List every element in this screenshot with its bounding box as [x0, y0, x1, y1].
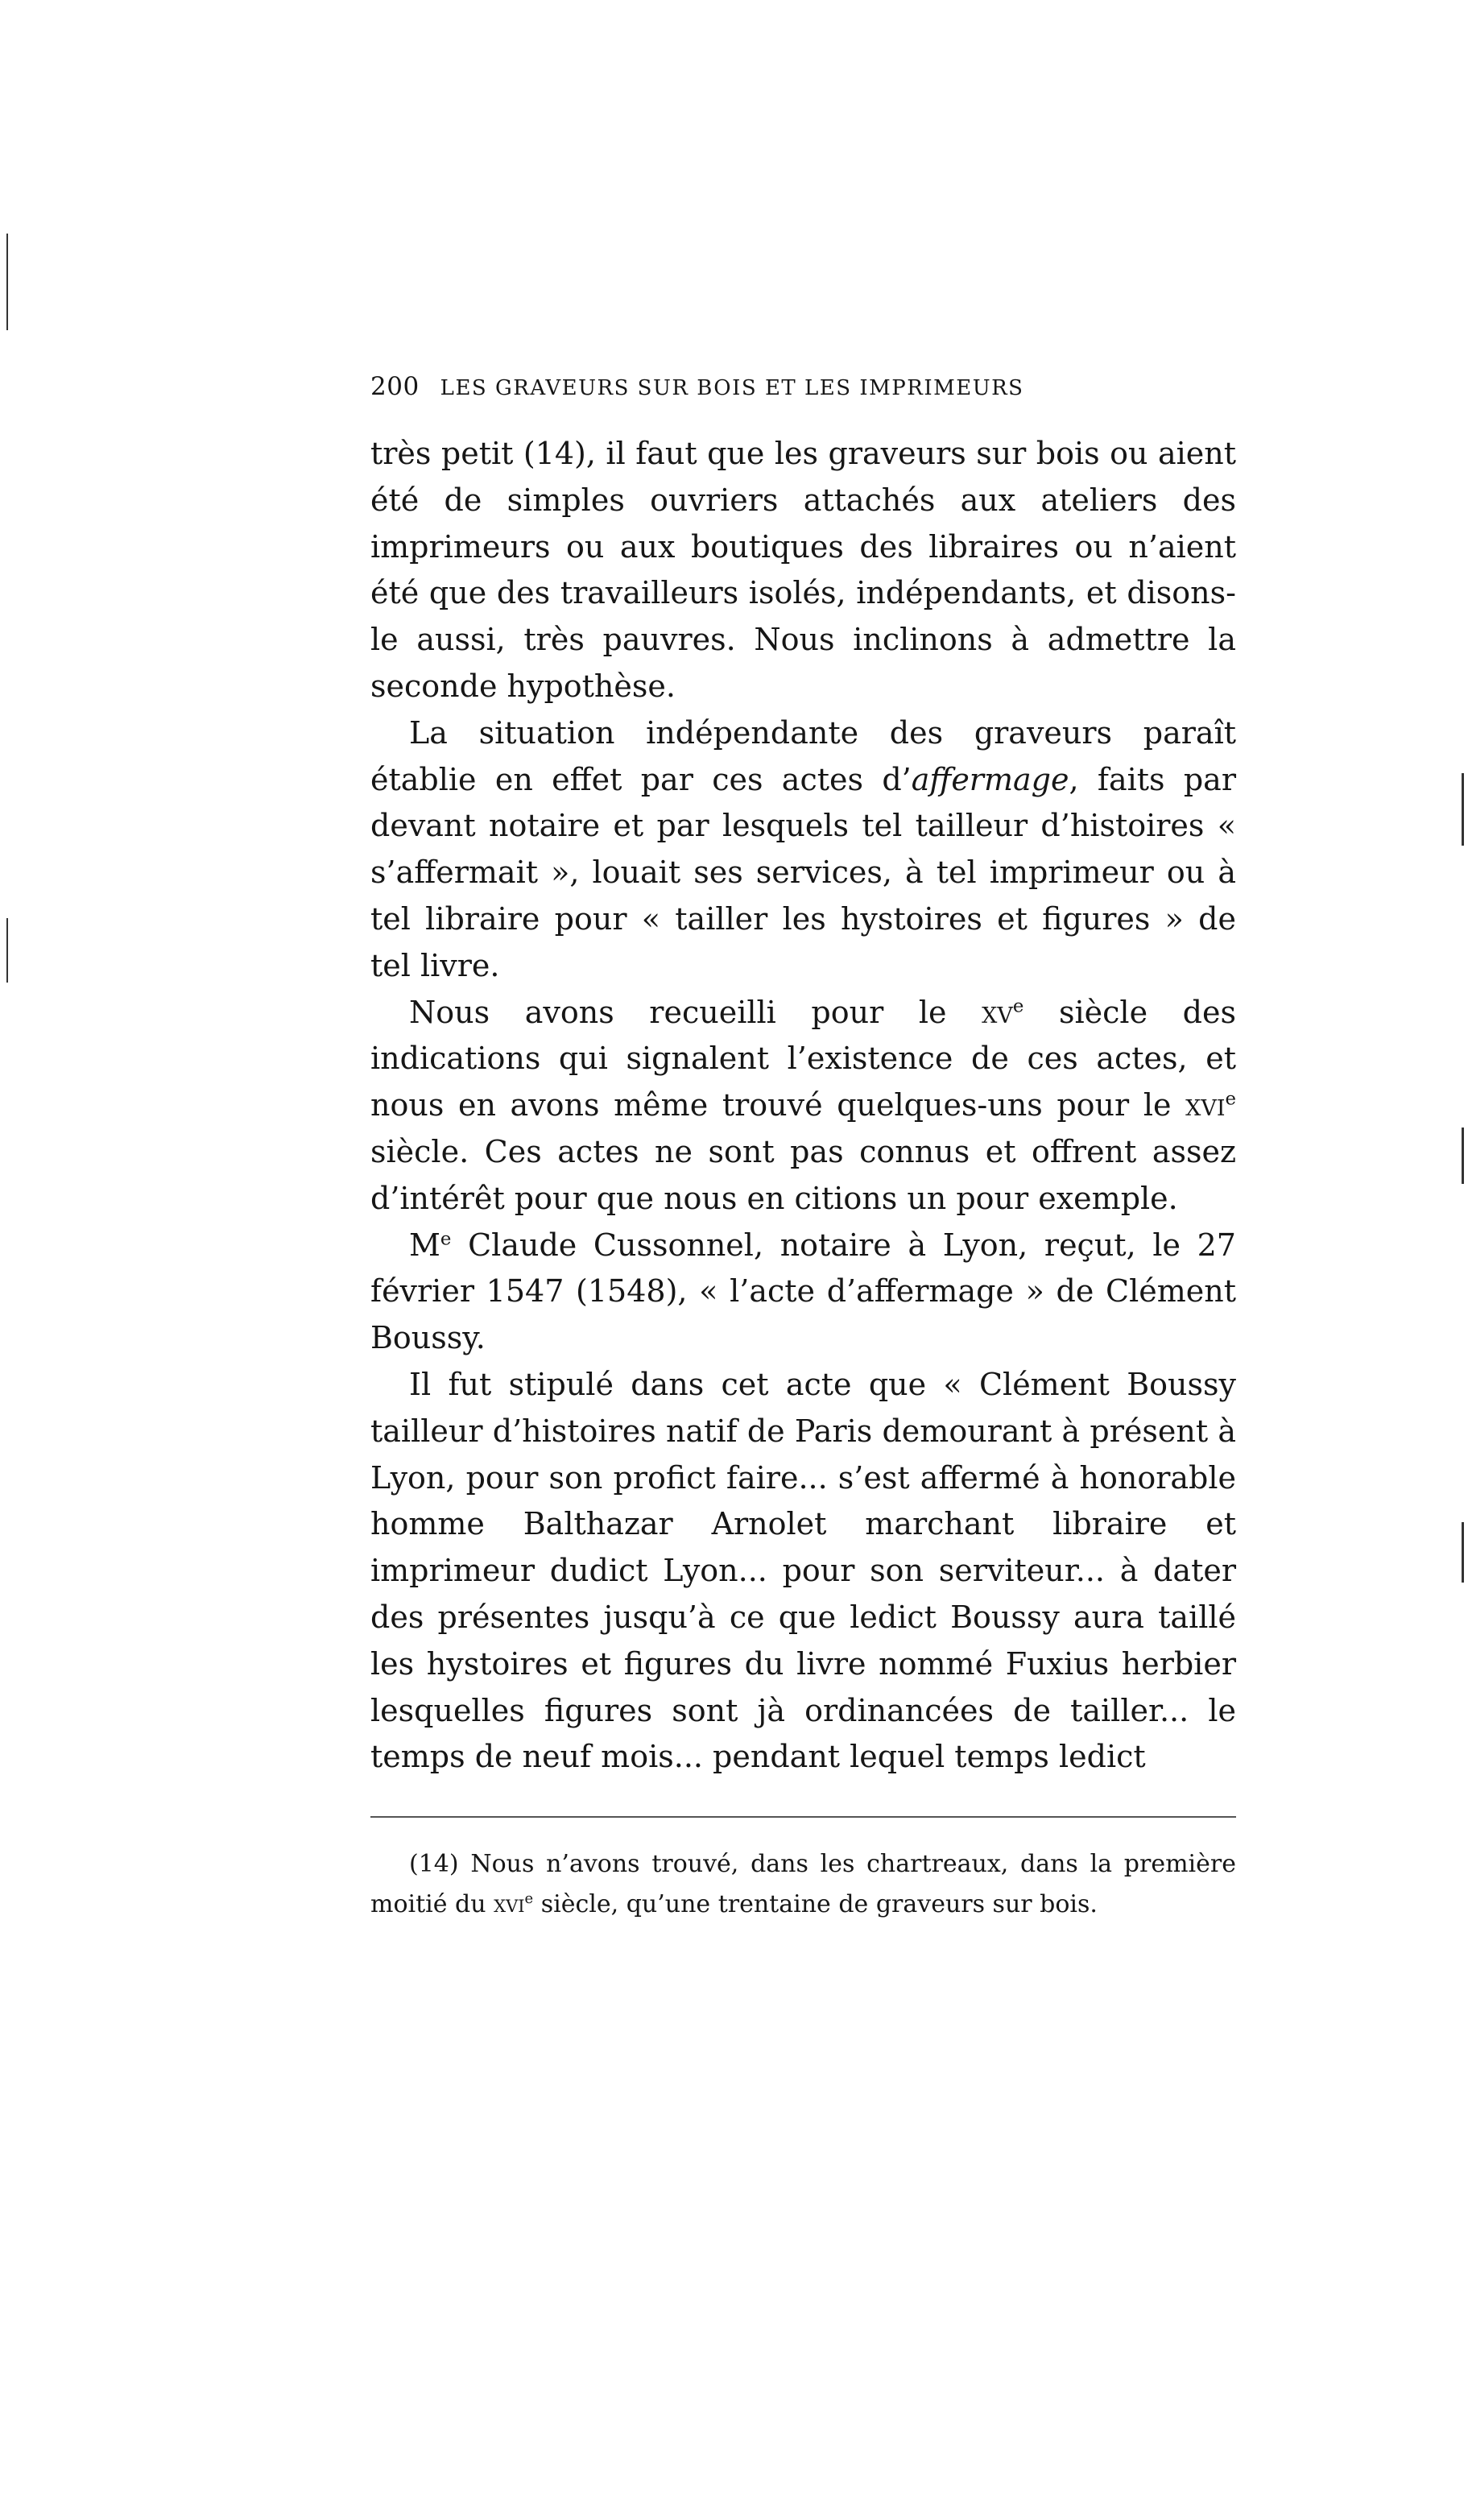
- footnote-part-b: siècle, qu’une trentaine de graveurs sur bois.: [540, 1890, 1098, 1918]
- running-title: LES GRAVEURS SUR BOIS ET LES IMPRIMEURS: [440, 376, 1024, 400]
- paragraph-3-part-b: siècle des indications qui signalent l’existence de ces actes, et nous en avons même trouvé quelques-uns pour le: [370, 994, 1236, 1123]
- paragraph-2-end: , faits par devant notaire et par lesquels tel tailleur d’histoires « s’affermait », louait ses services, à tel imprimeur ou à tel libraire pour « tailler les hystoires et figures » de tel livre.: [370, 761, 1236, 983]
- footnote-rule: [370, 1816, 1236, 1818]
- paragraph-4-text: Claude Cussonnel, notaire à Lyon, reçut, le 27 février 1547 (1548), « l’acte d’affermage » de Clément Boussy.: [370, 1227, 1236, 1356]
- paragraph-2: [370, 710, 1236, 990]
- scan-mark: [1462, 1128, 1464, 1184]
- century-xv-sup: e: [1012, 995, 1024, 1016]
- century-xvi-sup: e: [1225, 1088, 1236, 1110]
- body-text: [370, 431, 1236, 1781]
- scan-mark: [6, 234, 8, 330]
- scan-mark: [1462, 773, 1464, 846]
- footnote-century: xvi: [494, 1890, 525, 1918]
- paragraph-3-part-a: Nous avons recueilli pour le: [409, 994, 947, 1030]
- scan-mark: [6, 918, 8, 983]
- paragraph-2-start: La situation indépendante des graveurs paraît établie en effet par ces actes d’: [370, 714, 1236, 797]
- paragraph-5: Il fut stipulé dans cet acte que « Clément Boussy tailleur d’histoires natif de Paris demourant à présent à Lyon, pour son profict faire... s’est affermé à honorable homme Balthazar Arnolet marchant libraire et imprimeur dudict Lyon... pour son serviteur... à dater des présentes jusqu’à ce que ledict Boussy aura taillé les hystoires et figures du livre nommé Fuxius herbier lesquelles figures sont jà ordinancées de tailler... le temps de neuf mois... pendant lequel temps ledict: [370, 1366, 1236, 1775]
- maitre-title: M: [409, 1227, 440, 1263]
- footnote-14: [370, 1844, 1236, 1925]
- paragraph-4: [370, 1223, 1236, 1362]
- maitre-sup: e: [440, 1227, 452, 1249]
- paragraph-3-part-c: siècle. Ces actes ne sont pas connus et offrent assez d’intérêt pour que nous en citions un pour exemple.: [370, 1133, 1236, 1216]
- running-head: [370, 372, 1236, 401]
- italic-affermage: affermage: [911, 761, 1069, 797]
- scan-mark: [1462, 1522, 1464, 1583]
- century-xvi: xvi: [1185, 1087, 1226, 1123]
- footnote-part-a: (14) Nous n’avons trouvé, dans les chartreaux, dans la première moitié du: [370, 1850, 1236, 1918]
- century-xv: xv: [982, 994, 1013, 1030]
- paragraph-3: [370, 990, 1236, 1223]
- paragraph-1: très petit (14), il faut que les graveurs sur bois ou aient été de simples ouvriers attachés aux ateliers des imprimeurs ou aux boutiques des libraires ou n’aient été que des travailleurs isolés, indépendants, et disons-le aussi, très pauvres. Nous inclinons à admettre la seconde hypothèse.: [370, 436, 1236, 704]
- page-number: 200: [370, 372, 420, 401]
- footnote-century-sup: e: [524, 1890, 534, 1907]
